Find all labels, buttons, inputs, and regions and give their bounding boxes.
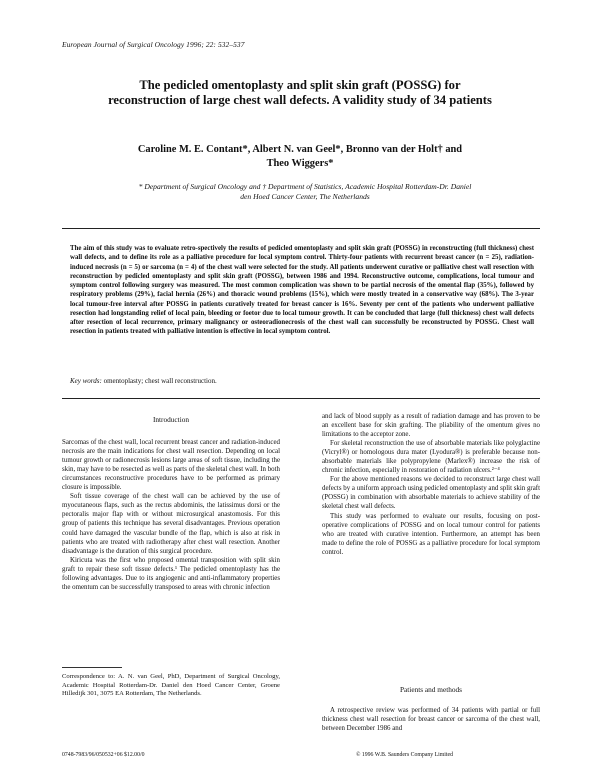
right-paragraph-1: and lack of blood supply as a result of radiation damage and has proven to be an excellent base for skin grafting. The pliability of the omentum gives no limitations to the acceptor zone. xyxy=(322,413,540,439)
right-column xyxy=(322,412,540,557)
left-column xyxy=(62,415,280,592)
issn-code: 0748-7983/96/050532+06 $12.00/0 xyxy=(62,752,145,758)
author-list xyxy=(60,143,540,171)
authors-line-2: Theo Wiggers* xyxy=(266,158,334,169)
right-paragraph-4: This study was performed to evaluate our results, focusing on post-operative complications of POSSG and on local tumour control for patients who are treated with curative intention. Furthermore, an attempt has been made to define the role of POSSG as a palliative procedure for local symptom control. xyxy=(322,512,540,556)
keywords-label: Key words: xyxy=(70,377,102,385)
methods-section xyxy=(322,685,540,733)
right-paragraph-3: For the above mentioned reasons we decided to reconstruct large chest wall defects by a uniform approach using pedicled omentoplasty and split skin graft (POSSG) in combination with absorbable materials to achieve stability of the skeletal chest wall defects. xyxy=(322,476,540,511)
title-line-2: reconstruction of large chest wall defects. A validity study of 34 patients xyxy=(108,93,492,107)
right-paragraph-2: For skeletal reconstruction the use of absorbable materials like polyglactine (Vicryl®) or homologous dura mater (Lyodura®) is preferable because non-absorbable materials like polypropylene (Marlex®) increase the risk of chronic infection, especially in restoration of radiation ulcers.²⁻⁴ xyxy=(322,440,540,475)
footnote-divider xyxy=(62,667,122,668)
intro-paragraph-2: Soft tissue coverage of the chest wall can be achieved by the use of myocutaneous flaps, such as the rectus abdominis, the latissimus dorsi or the pectoralis major flap with or without microsurgical anastomosis. For this group of patients this technique has several disadvantages. Previous operation could have damaged the vascular bundle of the flap, which is also at risk in patients who are treated with radiotherapy after chest wall resection. Another disadvantage is the duration of this surgical procedure. xyxy=(62,493,280,555)
article-title xyxy=(60,78,540,108)
affiliation xyxy=(90,182,520,202)
keywords xyxy=(70,377,534,385)
abstract: The aim of this study was to evaluate retro-spectively the results of pedicled omentoplasty and split skin graft (POSSG) in reconstructing (full thickness) chest wall defects, and to define its role as a palliative procedure for local symptom control. Thirty-four patients with recurrent breast cancer (n = 25), radiation-induced necrosis (n = 5) or sarcoma (n = 4) of the chest wall were selected for the study. All patients underwent curative or palliative chest wall resection with reconstruction by pedicled omentoplasty and split skin graft (POSSG), between 1986 and 1994. Reconstructive outcome, complications, local tumour and symptom control following surgery was measured. The most common complication was shown to be partial necrosis of the omental flap (35%), followed by respiratory problems (29%), facial hernia (26%) and thoracic wound problems (15%), which were mostly treated in a conservative way (68%). The 3-year local tumour-free interval after POSSG in patients curatively treated for breast cancer is 16%. Seventy per cent of the patients who underwent palliative resection had longstanding relief of local pain, bleeding or foetor due to local tumour growth. It can be concluded that large (full thickness) chest wall defects after resection of local recurrence, primary malignancy or osteoradionecrosis of the chest wall can successfully be reconstructed by POSSG. Chest wall resection in patients treated with palliative intention is effective in local symptom control. xyxy=(70,245,534,336)
abstract-bottom-divider xyxy=(62,398,540,399)
affiliation-line-2: den Hoed Cancer Center, The Netherlands xyxy=(240,192,370,201)
introduction-heading: Introduction xyxy=(152,415,190,424)
title-line-1: The pedicled omentoplasty and split skin graft (POSSG) for xyxy=(139,78,461,92)
keywords-text: omentoplasty; chest wall reconstruction. xyxy=(103,377,217,385)
journal-reference: European Journal of Surgical Oncology 1996; 22: 532–537 xyxy=(62,40,245,49)
intro-paragraph-3: Kiricuta was the first who proposed omental transposition with split skin graft to repair these soft tissue defects.¹ The pedicled omentoplasty has the following advantages. Due to its angiogenic and anti-inflammatory properties the omentum can be successfully transposed to areas with chronic infection xyxy=(62,556,280,591)
copyright-notice: © 1996 W.B. Saunders Company Limited xyxy=(356,752,453,758)
correspondence-footnote: Correspondence to: A. N. van Geel, PhD, Department of Surgical Oncology, Academic Hospital Rotterdam-Dr. Daniel den Hoed Cancer Center, Groene Hilledijk 301, 3075 EA Rotterdam, The Netherlands. xyxy=(62,673,280,698)
abstract-top-divider xyxy=(62,228,540,229)
authors-line-1: Caroline M. E. Contant*, Albert N. van Geel*, Bronno van der Holt† and xyxy=(137,144,463,155)
affiliation-line-1: * Department of Surgical Oncology and † Department of Statistics, Academic Hospital Rotterdam-Dr. Daniel xyxy=(138,182,472,191)
intro-paragraph-1: Sarcomas of the chest wall, local recurrent breast cancer and radiation-induced necrosis are the main indications for chest wall resection. Depending on local tumour growth or radionecrosis lesions large areas of soft tissue, including the skin, may have to be resected as well as parts of the skeletal chest wall. In both circumstances reconstructive procedures have to be performed as primary closure is impossible. xyxy=(62,439,280,492)
methods-heading: Patients and methods xyxy=(399,685,463,694)
methods-paragraph: A retrospective review was performed of 34 patients with partial or full thickness chest wall resection for breast cancer or sarcoma of the chest wall, between December 1986 and xyxy=(322,707,540,733)
